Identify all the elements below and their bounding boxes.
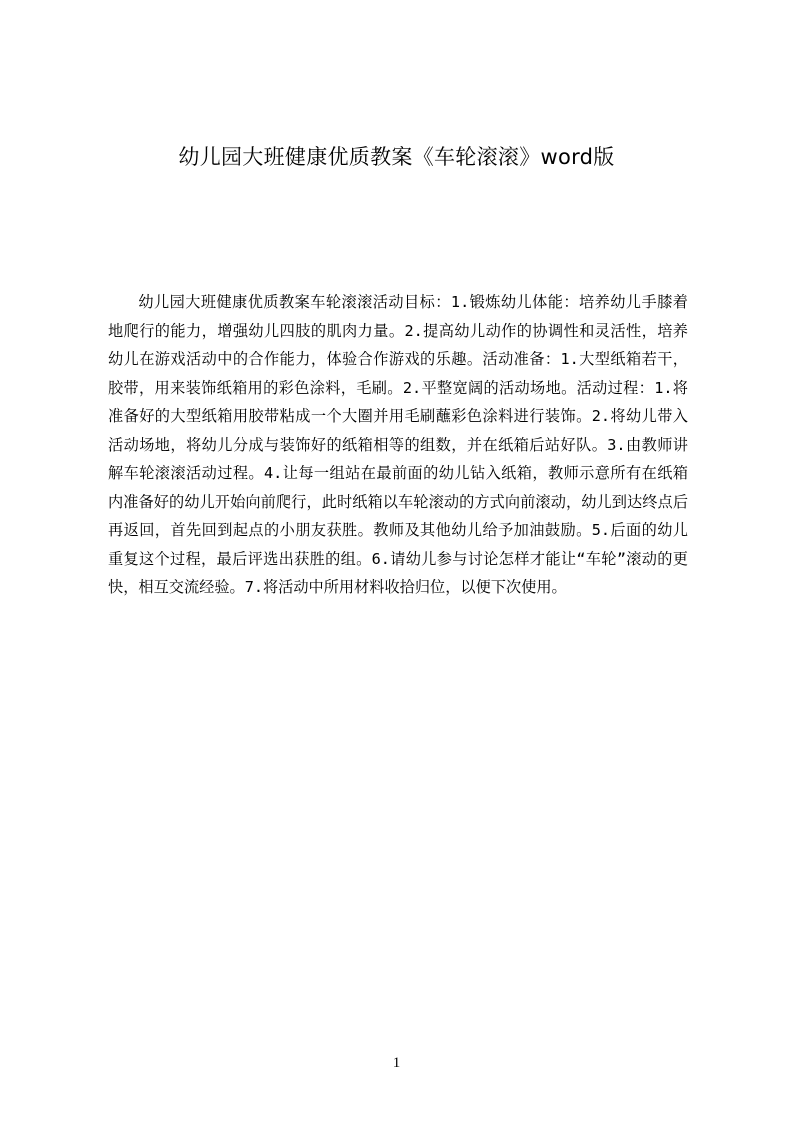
document-title: 幼儿园大班健康优质教案《车轮滚滚》word版: [178, 145, 615, 169]
page-number: 1: [392, 1055, 401, 1071]
document-body-paragraph: 幼儿园大班健康优质教案车轮滚滚活动目标：1.锻炼幼儿体能：培养幼儿手膝着地爬行的能力，增强幼儿四肢的肌肉力量。2.提高幼儿动作的协调性和灵活性，培养幼儿在游戏活动中的合作能力，体验合作游戏的乐趣。活动准备：1.大型纸箱若干，胶带，用来装饰纸箱用的彩色涂料，毛刷。2.平整宽阔的活动场地。活动过程：1.将准备好的大型纸箱用胶带粘成一个大圈并用毛刷蘸彩色涂料进行装饰。2.将幼儿带入活动场地，将幼儿分成与装饰好的纸箱相等的组数，并在纸箱后站好队。3.由教师讲解车轮滚滚活动过程。4.让每一组站在最前面的幼儿钻入纸箱，教师示意所有在纸箱内准备好的幼儿开始向前爬行，此时纸箱以车轮滚动的方式向前滚动，幼儿到达终点后再返回，首先回到起点的小朋友获胜。教师及其他幼儿给予加油鼓励。5.后面的幼儿重复这个过程，最后评选出获胜的组。6.请幼儿参与讨论怎样才能让“车轮”滚动的更快，相互交流经验。7.将活动中所用材料收拾归位，以便下次使用。: [108, 293, 688, 596]
